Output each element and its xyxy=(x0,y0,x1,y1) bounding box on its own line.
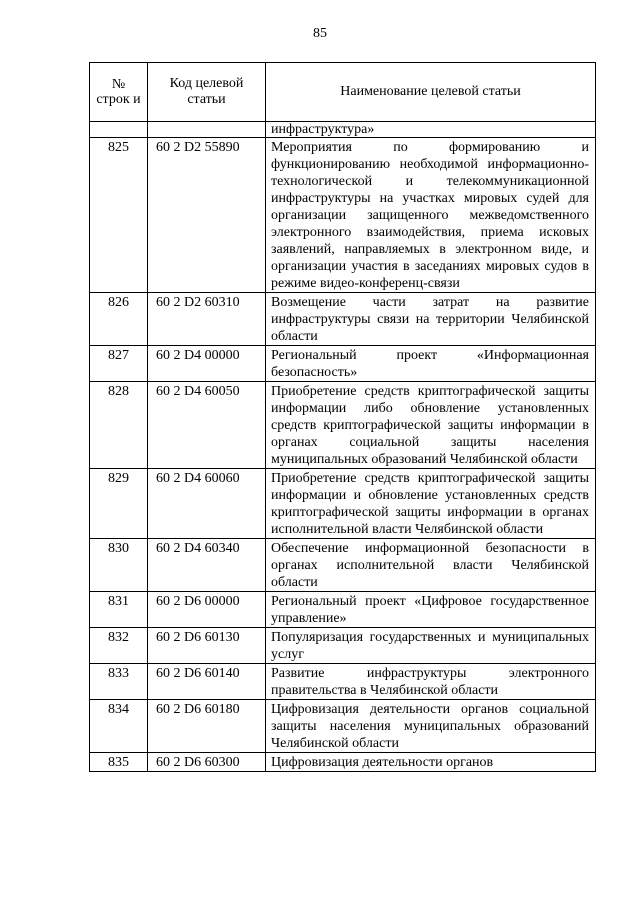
table-row xyxy=(90,293,596,346)
table-row xyxy=(90,122,596,138)
table-row xyxy=(90,628,596,664)
header-code: Код целевой статьи xyxy=(148,63,266,122)
table-row xyxy=(90,700,596,753)
row-code: 60 2 D4 60340 xyxy=(148,539,266,592)
row-number: 834 xyxy=(90,700,148,753)
row-number: 829 xyxy=(90,469,148,539)
table-row xyxy=(90,469,596,539)
row-number: 826 xyxy=(90,293,148,346)
table-row xyxy=(90,753,596,772)
row-code: 60 2 D6 60130 xyxy=(148,628,266,664)
row-code: 60 2 D6 60180 xyxy=(148,700,266,753)
table-row xyxy=(90,664,596,700)
row-name: Мероприятия по формированию и функционированию необходимой информационно-технологической и телекоммуникационной инфраструктуры на участках мировых судей для организации защищенного межведомственного электронного взаимодействия, приема исковых заявлений, направляемых в электронном виде, и организации участия в заседаниях мировых судов в режиме видео-конференц-связи xyxy=(266,138,596,293)
row-code: 60 2 D4 60060 xyxy=(148,469,266,539)
row-name: Приобретение средств криптографической защиты информации и обновление установленных средств криптографической защиты информации в органах исполнительной власти Челябинской области xyxy=(266,469,596,539)
table-row xyxy=(90,346,596,382)
header-row-number: № строк и xyxy=(90,63,148,122)
row-name: Цифровизация деятельности органов социальной защиты населения муниципальных образований Челябинской области xyxy=(266,700,596,753)
row-name: Возмещение части затрат на развитие инфраструктуры связи на территории Челябинской области xyxy=(266,293,596,346)
row-number: 835 xyxy=(90,753,148,772)
row-code: 60 2 D4 60050 xyxy=(148,382,266,469)
table-row xyxy=(90,382,596,469)
row-code xyxy=(148,122,266,138)
row-name: Цифровизация деятельности органов xyxy=(266,753,596,772)
header-name: Наименование целевой статьи xyxy=(266,63,596,122)
row-code: 60 2 D6 00000 xyxy=(148,592,266,628)
table-row xyxy=(90,138,596,293)
row-code: 60 2 D6 60300 xyxy=(148,753,266,772)
row-number xyxy=(90,122,148,138)
row-number: 830 xyxy=(90,539,148,592)
row-name: Развитие инфраструктуры электронного правительства в Челябинской области xyxy=(266,664,596,700)
row-number: 828 xyxy=(90,382,148,469)
row-name: Популяризация государственных и муниципальных услуг xyxy=(266,628,596,664)
row-name: Обеспечение информационной безопасности в органах исполнительной власти Челябинской области xyxy=(266,539,596,592)
row-code: 60 2 D2 55890 xyxy=(148,138,266,293)
row-name: Региональный проект «Цифровое государственное управление» xyxy=(266,592,596,628)
table-row xyxy=(90,539,596,592)
row-code: 60 2 D6 60140 xyxy=(148,664,266,700)
target-articles-table xyxy=(89,62,596,772)
row-number: 827 xyxy=(90,346,148,382)
row-name: Региональный проект «Информационная безопасность» xyxy=(266,346,596,382)
row-number: 825 xyxy=(90,138,148,293)
row-name: Приобретение средств криптографической защиты информации либо обновление установленных средств криптографической защиты информации в органах социальной защиты населения муниципальных образований Челябинской области xyxy=(266,382,596,469)
row-number: 832 xyxy=(90,628,148,664)
table-row xyxy=(90,592,596,628)
row-code: 60 2 D4 00000 xyxy=(148,346,266,382)
row-code: 60 2 D2 60310 xyxy=(148,293,266,346)
page-number: 85 xyxy=(313,26,327,41)
table-header-row xyxy=(90,63,596,122)
row-number: 831 xyxy=(90,592,148,628)
row-name: инфраструктура» xyxy=(266,122,596,138)
row-number: 833 xyxy=(90,664,148,700)
